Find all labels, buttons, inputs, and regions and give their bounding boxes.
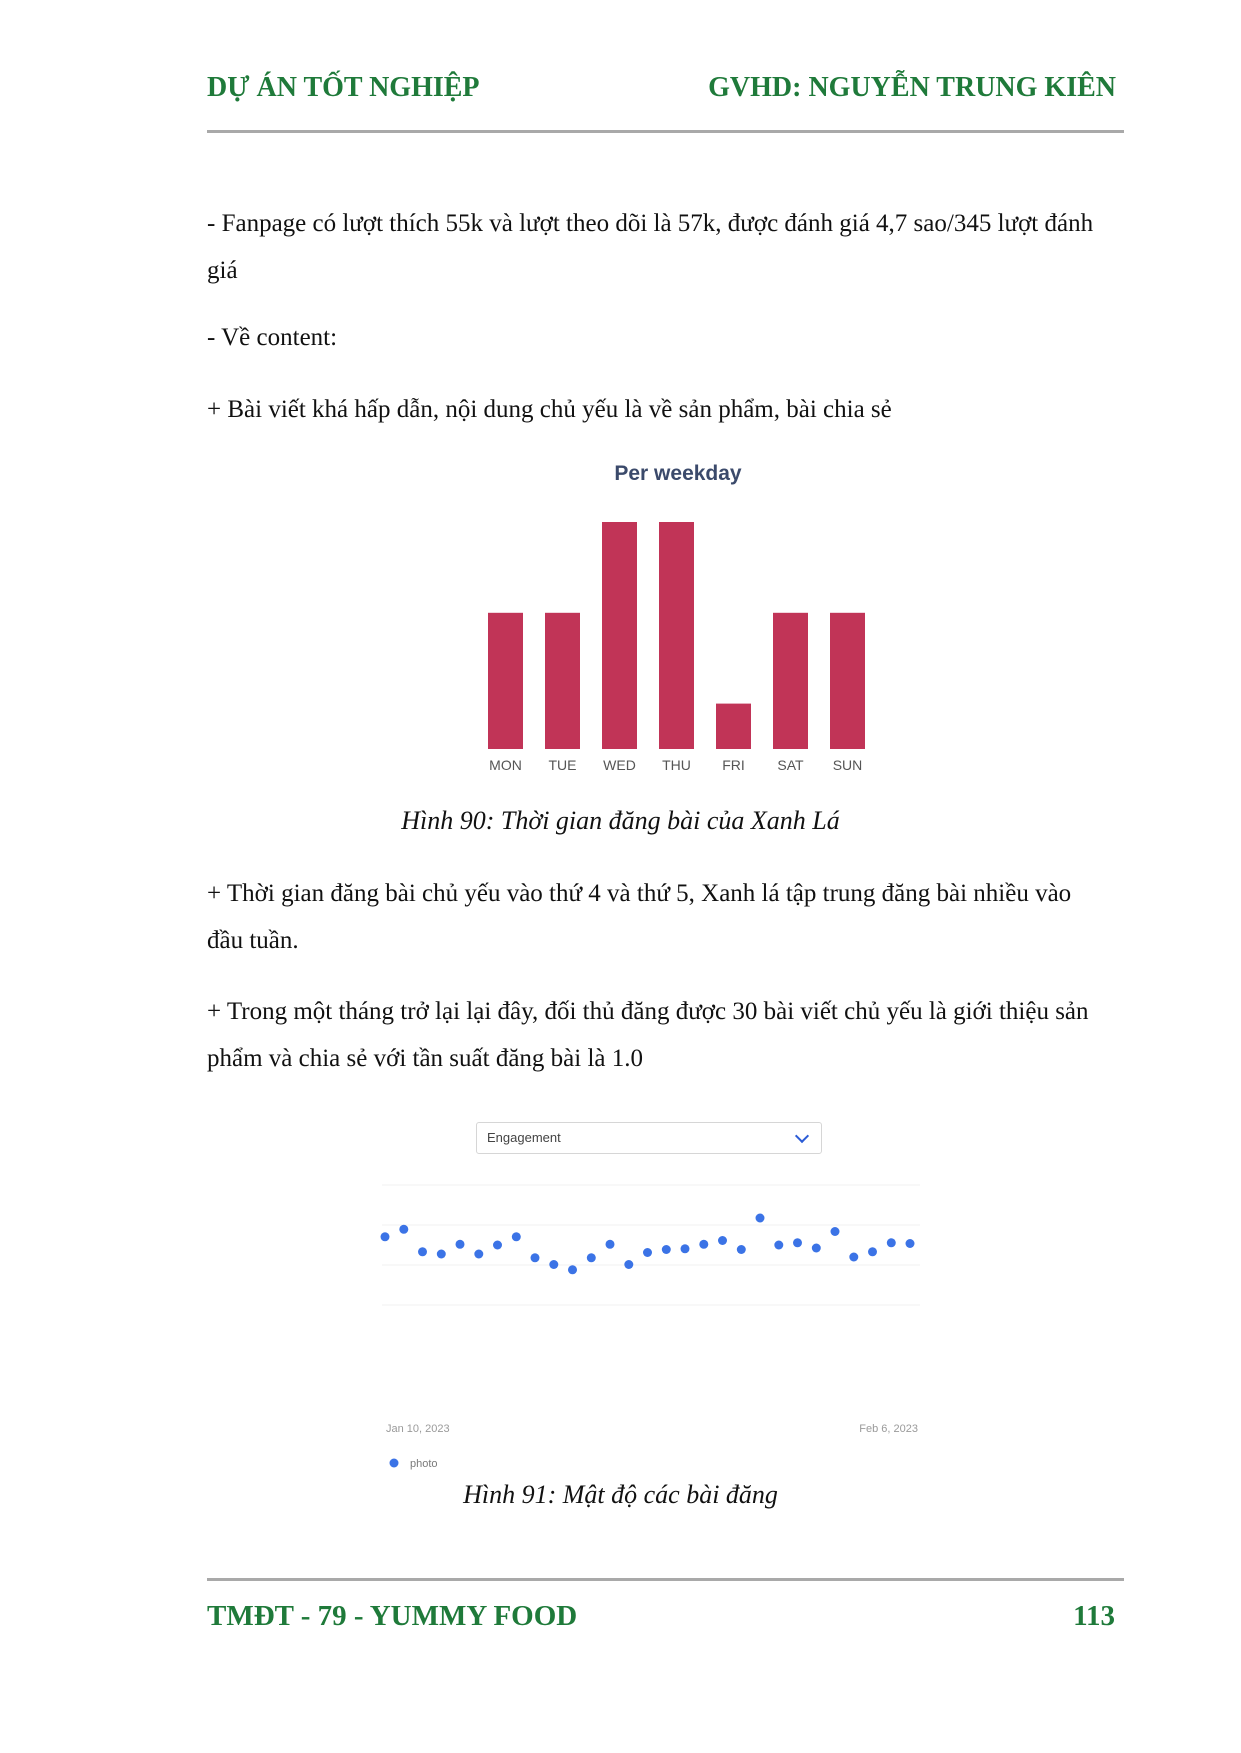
scatter-point — [774, 1241, 783, 1250]
scatter-point — [512, 1232, 521, 1241]
footer-project: TMĐT - 79 - YUMMY FOOD — [207, 1600, 578, 1632]
bar-label-mon: MON — [489, 757, 522, 773]
bar-thu — [659, 522, 694, 749]
bar-label-wed: WED — [603, 757, 636, 773]
bar-chart-title: Per weekday — [614, 462, 742, 485]
scatter-point — [737, 1245, 746, 1254]
bar-fri — [716, 704, 751, 749]
scatter-point — [437, 1250, 446, 1259]
scatter-point — [587, 1253, 596, 1262]
scatter-point — [849, 1253, 858, 1262]
figure-caption-91: Hình 91: Mật độ các bài đăng — [463, 1480, 778, 1509]
scatter-point — [718, 1236, 727, 1245]
scatter-point — [868, 1247, 877, 1256]
post-density-scatter-chart — [370, 1165, 930, 1470]
scatter-point — [418, 1247, 427, 1256]
scatter-point — [399, 1225, 408, 1234]
header-project-title: DỰ ÁN TỐT NGHIỆP — [207, 72, 480, 103]
engagement-dropdown[interactable] — [476, 1122, 822, 1154]
dropdown-selected-value: Engagement — [487, 1130, 561, 1145]
bar-label-tue: TUE — [548, 757, 577, 773]
bar-wed — [602, 522, 637, 749]
scatter-point — [606, 1240, 615, 1249]
page-number: 113 — [1073, 1600, 1115, 1632]
bar-mon — [488, 613, 523, 749]
scatter-point — [549, 1260, 558, 1269]
header-advisor: GVHD: NGUYỄN TRUNG KIÊN — [708, 72, 1116, 103]
bar-label-sat: SAT — [777, 757, 804, 773]
bar-sat — [773, 613, 808, 749]
scatter-point — [493, 1241, 502, 1250]
scatter-point — [381, 1232, 390, 1241]
legend-photo-label: photo — [410, 1458, 438, 1470]
scatter-point — [474, 1250, 483, 1259]
scatter-point — [831, 1227, 840, 1236]
scatter-point — [568, 1265, 577, 1274]
legend-photo-marker — [390, 1459, 399, 1468]
scatter-point — [887, 1238, 896, 1247]
scatter-point — [681, 1244, 690, 1253]
paragraph-content-heading: - Về content: — [207, 324, 338, 351]
bar-label-sun: SUN — [832, 757, 863, 773]
scatter-point — [643, 1248, 652, 1257]
scatter-point — [812, 1244, 821, 1253]
scatter-point — [699, 1240, 708, 1249]
footer-divider — [207, 1578, 1124, 1581]
chevron-down-icon — [795, 1129, 809, 1143]
scatter-point — [662, 1245, 671, 1254]
scatter-point — [793, 1238, 802, 1247]
bar-sun — [830, 613, 865, 749]
scatter-point — [624, 1260, 633, 1269]
figure-caption-90: Hình 90: Thời gian đăng bài của Xanh Lá — [401, 806, 840, 835]
x-tick-label-start: Jan 10, 2023 — [386, 1423, 450, 1435]
bar-label-thu: THU — [662, 757, 691, 773]
bar-tue — [545, 613, 580, 749]
weekday-bar-chart — [470, 450, 890, 790]
scatter-point — [531, 1253, 540, 1262]
scatter-point — [456, 1240, 465, 1249]
bar-label-fri: FRI — [722, 757, 745, 773]
scatter-point — [756, 1214, 765, 1223]
x-tick-label-end: Feb 6, 2023 — [859, 1423, 918, 1435]
paragraph-posting-time: + Thời gian đăng bài chủ yếu vào thứ 4 và thứ 5, Xanh lá tập trung đăng bài nhiều vào đầu tuần. — [207, 880, 1072, 954]
header-divider — [207, 130, 1124, 133]
paragraph-monthly-posts: + Trong một tháng trở lại lại đây, đối thủ đăng được 30 bài viết chủ yếu là giới thiệu sản phẩm và chia sẻ với tần suất đăng bài là 1.0 — [207, 998, 1089, 1072]
paragraph-content-detail: + Bài viết khá hấp dẫn, nội dung chủ yếu là về sản phẩm, bài chia sẻ — [207, 396, 892, 423]
scatter-point — [906, 1239, 915, 1248]
paragraph-fanpage-stats: - Fanpage có lượt thích 55k và lượt theo dõi là 57k, được đánh giá 4,7 sao/345 lượt đánh giá — [207, 210, 1094, 284]
